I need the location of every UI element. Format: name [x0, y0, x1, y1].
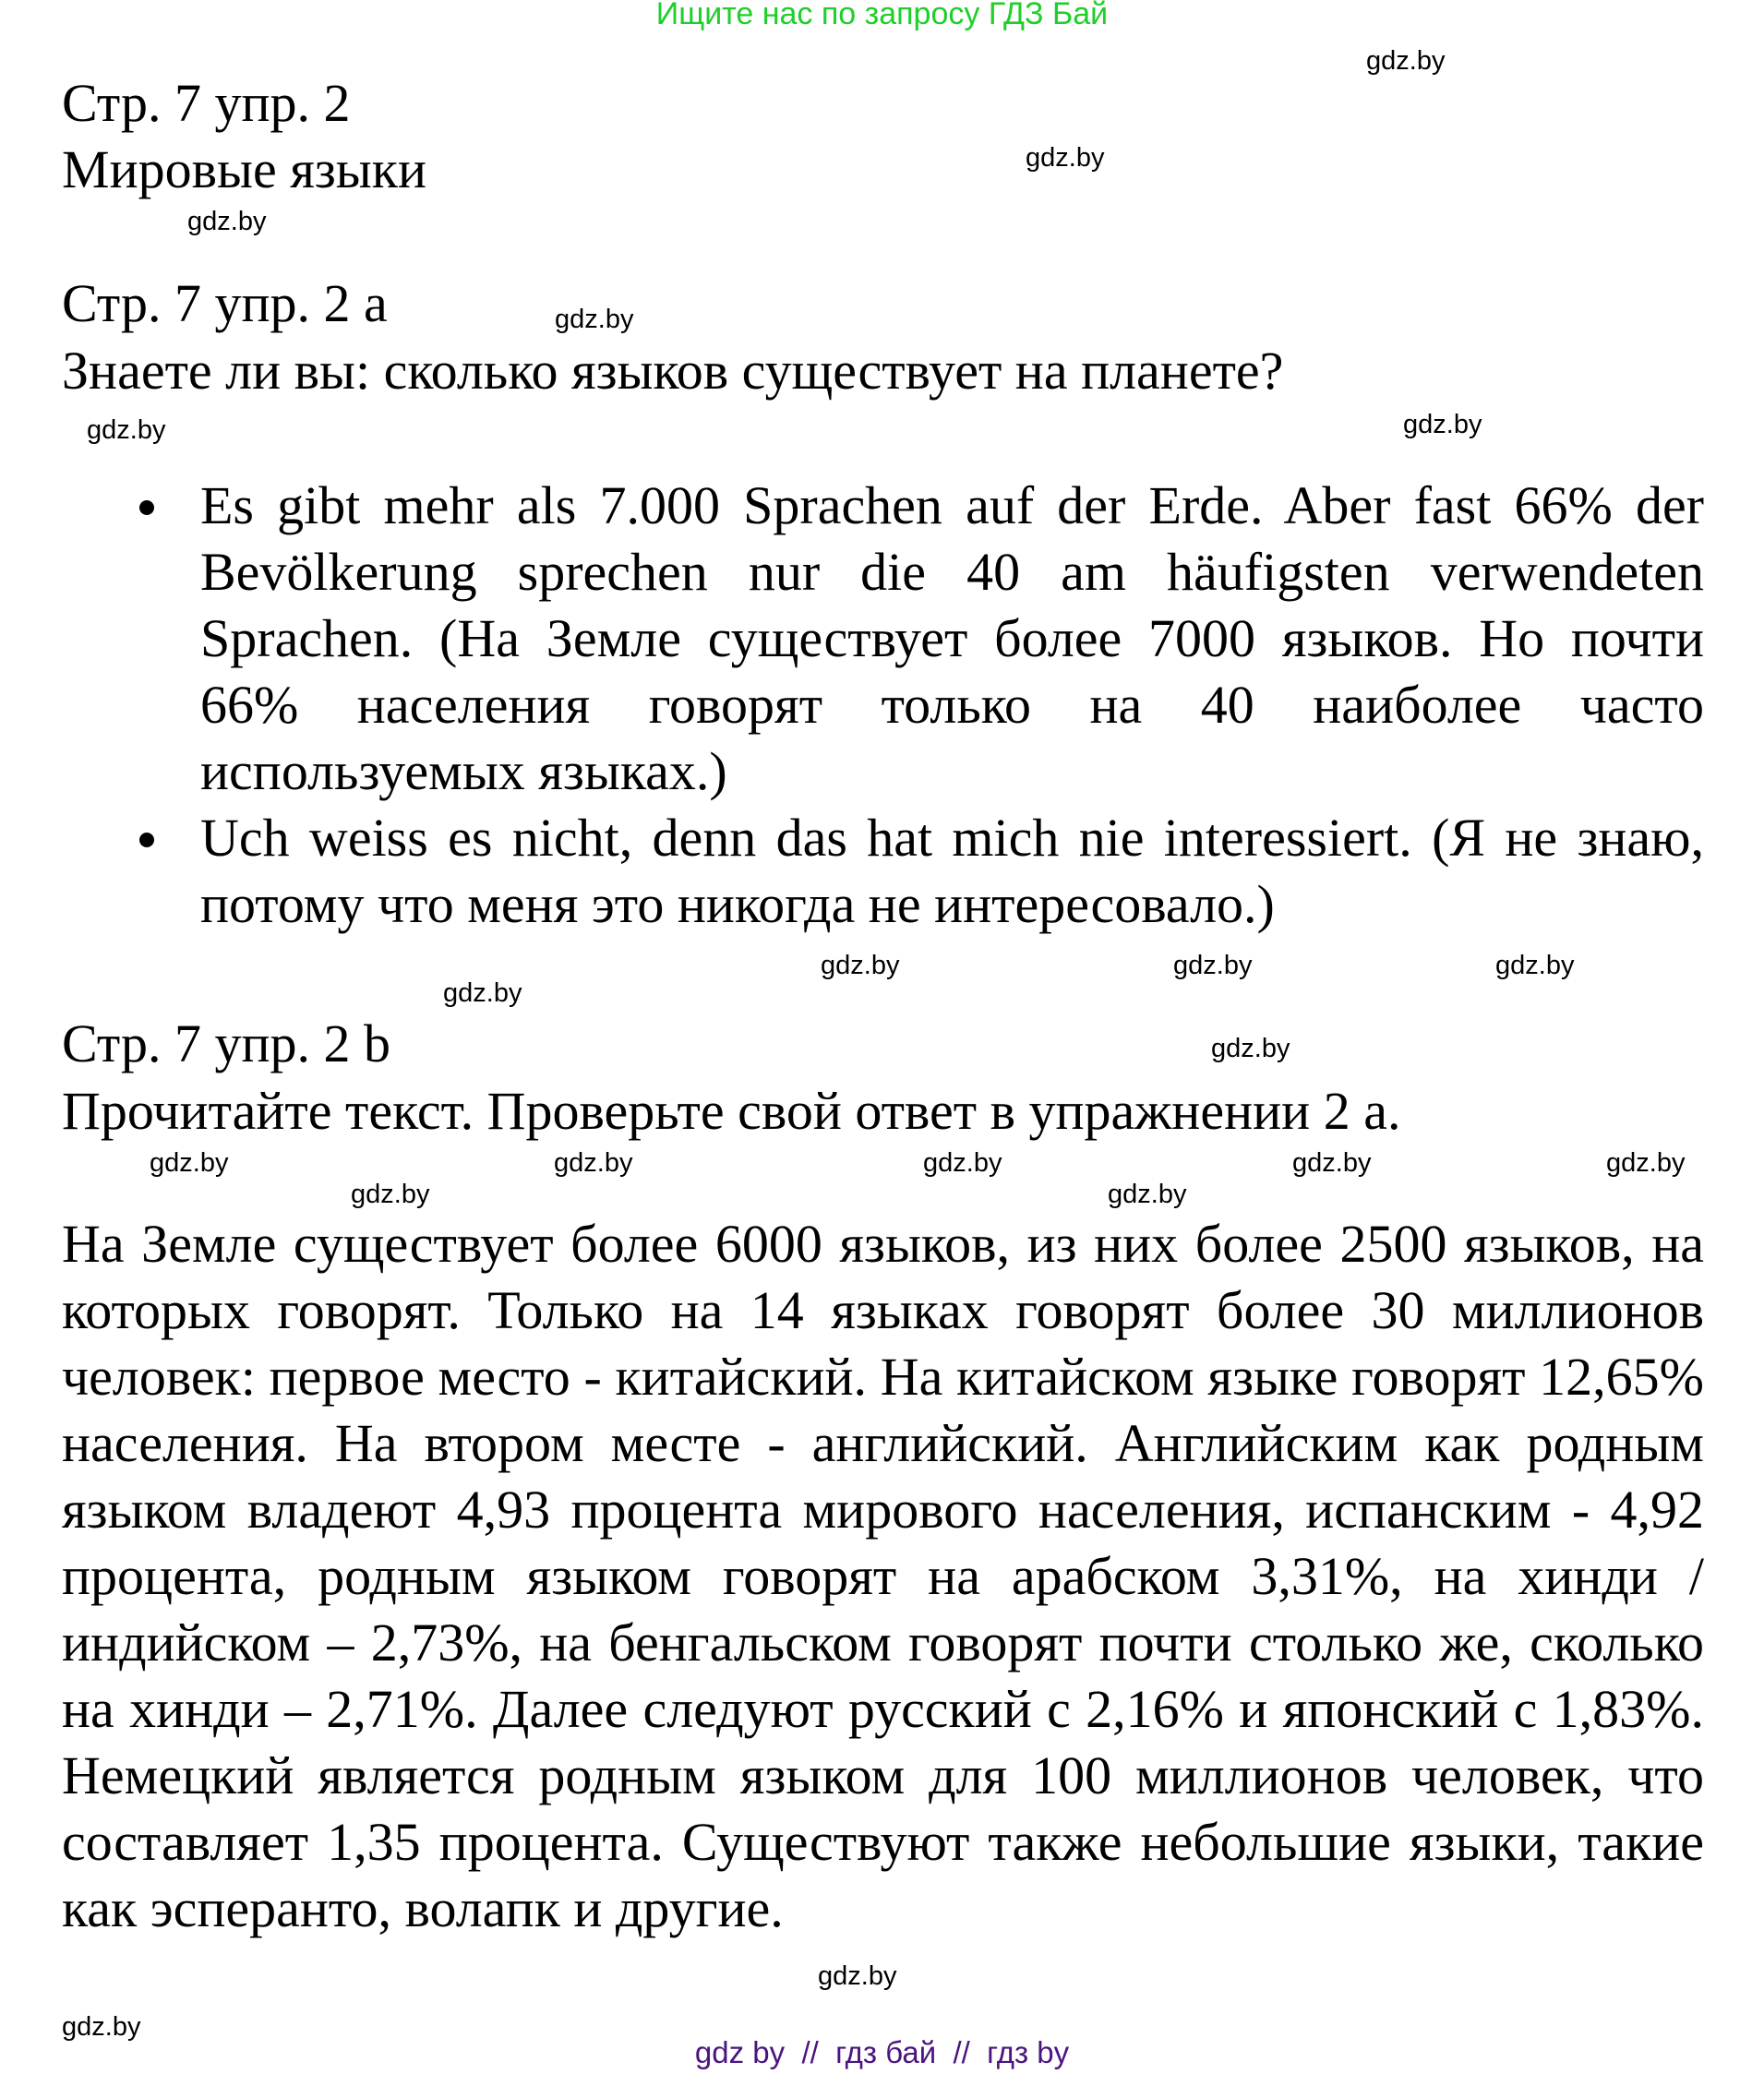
watermark: gdz.by [821, 951, 900, 980]
watermark: gdz.by [1211, 1034, 1290, 1063]
promo-banner: Ищите нас по запросу ГДЗ Бай [655, 0, 1109, 31]
exercise-heading-1: Стр. 7 упр. 2 [62, 73, 351, 133]
answer-list [200, 473, 1704, 938]
watermark: gdz.by [1026, 143, 1105, 173]
footer-links: gdz by // гдз бай // гдз by [694, 2035, 1070, 2069]
watermark: gdz.by [62, 2012, 141, 2042]
watermark: gdz.by [1403, 410, 1482, 439]
watermark: gdz.by [1108, 1180, 1187, 1209]
watermark: gdz.by [443, 978, 522, 1008]
watermark: gdz.by [187, 207, 267, 236]
watermark: gdz.by [1606, 1148, 1686, 1178]
watermark: gdz.by [818, 1961, 897, 1991]
exercise-task-2b: Прочитайте текст. Проверьте свой ответ в упражнении 2 а. [62, 1081, 1401, 1141]
watermark: gdz.by [1495, 951, 1575, 980]
exercise-question-2a: Знаете ли вы: сколько языков существует на планете? [62, 341, 1284, 401]
watermark: gdz.by [555, 305, 634, 334]
watermark: gdz.by [1173, 951, 1253, 980]
exercise-heading-2a: Стр. 7 упр. 2 a [62, 273, 388, 333]
watermark: gdz.by [554, 1148, 633, 1178]
watermark: gdz.by [1292, 1148, 1372, 1178]
watermark: gdz.by [351, 1180, 430, 1209]
watermark: gdz.by [923, 1148, 1002, 1178]
watermark: gdz.by [150, 1148, 229, 1178]
exercise-heading-2b: Стр. 7 упр. 2 b [62, 1013, 391, 1073]
exercise-subtitle-1: Мировые языки [62, 139, 426, 199]
answer-item: Uch weiss es nicht, denn das hat mich nie interessiert. (Я не знаю, потому что меня это никогда не интересовало.) [200, 805, 1704, 938]
answer-item: Es gibt mehr als 7.000 Sprachen auf der Erde. Aber fast 66% der Bevölkerung sprechen nur die 40 am häufigsten verwendeten Sprachen. (На Земле существует более 7000 языков. Но почти 66% населения говорят только на 40 наиболее часто используемых языках.) [200, 473, 1704, 805]
watermark: gdz.by [87, 415, 166, 445]
watermark: gdz.by [1366, 46, 1446, 76]
reading-text: На Земле существует более 6000 языков, из них более 2500 языков, на которых говорят. Только на 14 языках говорят более 30 миллионов человек: первое место - китайский. На китайском языке говорят 12,65% населения. На втором месте - английский. Английским как родным языком владеют 4,93 процента мирового населения, испанским - 4,92 процента, родным языком говорят на арабском 3,31%, на хинди / индийском – 2,73%, на бенгальском говорят почти столько же, сколько на хинди – 2,71%. Далее следуют русский с 2,16% и японский с 1,83%. Немецкий является родным языком для 100 миллионов человек, что составляет 1,35 процента. Существуют также небольшие языки, такие как эсперанто, волапк и другие. [62, 1214, 1704, 1938]
